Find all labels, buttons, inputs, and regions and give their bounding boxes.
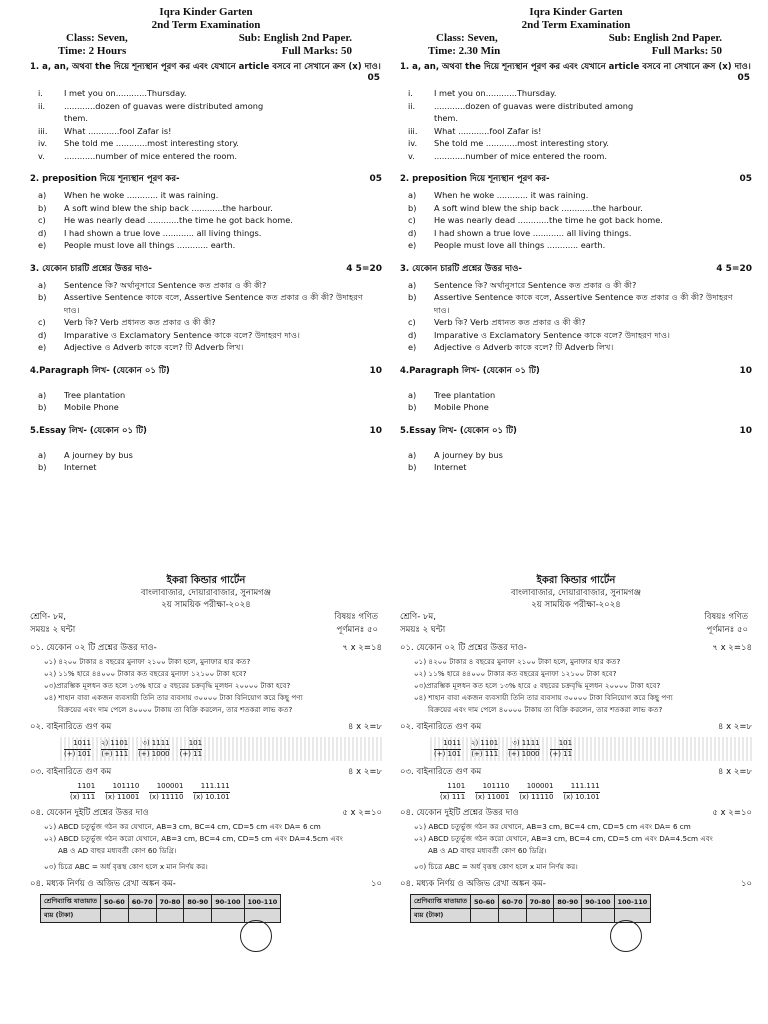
subject-label: Sub: English 2nd Paper. — [608, 32, 722, 44]
question-1-items — [414, 656, 752, 716]
table-row: ব্যয় (টাকা) — [411, 909, 651, 923]
question-1-title: 1. a, an, অথবা the দিয়ে শূন্যস্থান পূরণ কর এবং যেখানে article বসবে না সেখানে ক্রস (x) দাও। — [30, 62, 381, 72]
question-4-title: 4.Paragraph লিখ- (যেকোন ০১ টি) 10 — [30, 365, 382, 376]
list-item: them. — [434, 113, 459, 123]
list-item: b) Mobile Phone — [38, 402, 119, 412]
list-item: v. ............number of mice entered the room. — [38, 150, 237, 161]
question-5-items — [400, 449, 752, 474]
list-item: AB ও AD বাহুর মধ্যবর্তী কোণ 60 ডিগ্রি। — [428, 846, 547, 855]
subject-label: বিষয়ঃ গণিত — [334, 612, 378, 622]
class-label: শ্রেণি- ৮ম, — [400, 612, 436, 622]
list-item: a) Sentence কি? অর্থানুসারে Sentence কত প্রকার ও কী কী? — [38, 279, 267, 290]
list-item: ০২) ১১% হারে ৪৪০০০ টাকার কত বছরের মুনাফা ১২১০০ টাকা হবে? — [44, 669, 247, 678]
list-item: AB ও AD বাহুর মধ্যবর্তী কোণ 60 ডিগ্রি। — [58, 846, 177, 855]
question-2-title: 2. preposition দিয়ে শূন্যস্থান পূরণ কর- 05 — [30, 174, 382, 184]
binary-problems-row — [70, 782, 382, 802]
class-label: Class: Seven, — [436, 32, 498, 44]
math-paper-left — [30, 574, 382, 923]
list-item: a) Tree plantation — [38, 389, 126, 400]
list-item: ০৩) চিত্রে ABC = অর্ধ বৃত্তস্থ কোণ হলে x মান নির্ণয় কর। — [44, 862, 208, 871]
full-marks-label: পূর্ণমানঃ ৫০ — [336, 625, 378, 635]
question-5-items — [30, 449, 382, 474]
list-item: d) Imparative ও Exclamatory Sentence কাকে বলে? উদাহরণ দাও। — [38, 329, 300, 340]
binary-problem: 101 (+) 11 — [549, 739, 573, 758]
question-2-items — [400, 189, 752, 252]
question-1-marks: 05 — [367, 73, 380, 83]
list-item: a) When he woke ............ it was raining. — [38, 190, 219, 200]
question-4-title: 4.Paragraph লিখ- (যেকোন ০১ টি) 10 — [400, 365, 752, 376]
list-item: ০৩)প্রারম্ভিক মূলধন কত হলে ১৩% হারে ৫ বছরের চক্রবৃদ্ধি মূলধন ২০০০০ টাকা হবে? — [44, 681, 291, 690]
table-row: শ্রেণিব্যাপ্তি যাতায়াত 50-60 60-70 70-80 80-90 90-100 100-110 — [41, 895, 281, 909]
binary-problems-row — [430, 737, 752, 761]
question-3-items — [400, 279, 752, 354]
question-4-items — [30, 389, 382, 414]
table-row: ব্যয় (টাকা) — [41, 909, 281, 923]
list-item: e) Adjective ও Adverb কাকে বলে? টি Adverb লিখ। — [38, 342, 244, 352]
semicircle-figure-icon — [610, 920, 642, 952]
time-marks-row — [30, 45, 382, 58]
binary-problem: 100001 (x) 11110 — [149, 782, 184, 801]
question-5-title: 5.Essay লিখ- (যেকোন ০১ টি) 10 — [400, 425, 752, 436]
list-item: b) Assertive Sentence কাকে বলে, Assertive Sentence কত প্রকার ও কী কী? উদাহরণ — [408, 292, 733, 302]
list-item: b) Assertive Sentence কাকে বলে, Assertive Sentence কত প্রকার ও কী কী? উদাহরণ — [38, 292, 363, 302]
list-item: ০১) ৪২০০ টাকার ৪ বছরের মুনাফা ২১০০ টাকা হলে, মুনাফার হার কত? — [414, 657, 621, 666]
binary-problem: 101110 (x) 11001 — [105, 782, 140, 801]
list-item: v. ............number of mice entered the room. — [408, 150, 607, 161]
list-item: দাও। — [434, 304, 450, 315]
math-paper-right — [400, 574, 752, 923]
list-item: b) A soft wind blew the ship back ............the harbour. — [38, 202, 273, 213]
list-item: iii. What ............fool Zafar is! — [408, 125, 542, 136]
list-item: বিক্রয়ের এবং দাম পেলে ৪০০০০ টাকায় তা বিক্রি করলেন, তার শতকরা লাভ কত? — [58, 705, 293, 714]
binary-problem: 1101 (x) 111 — [70, 782, 96, 801]
question-3-title: ০৩. বাইনারিতে গুণ কম ৪ x ২=৮ — [400, 767, 752, 777]
class-label: Class: Seven, — [66, 32, 128, 44]
binary-problem: ২) 1101 (+) 111 — [470, 739, 499, 758]
question-5-title: ০৪. মধ্যক নির্ণয় ও অজিভ রেখা অঙ্কন কম- ১০ — [30, 879, 382, 889]
question-4-items — [414, 821, 752, 873]
question-4-items — [44, 821, 382, 873]
question-3-title: 3. যেকোন চারটি প্রশ্নের উত্তর দাও- 4 5=20 — [30, 263, 382, 274]
list-item: a) A journey by bus — [38, 449, 133, 460]
class-subject-row — [30, 32, 382, 45]
binary-problem: 100001 (x) 11110 — [519, 782, 554, 801]
binary-problem: 1101 (x) 111 — [440, 782, 466, 801]
question-1-title: 1. a, an, অথবা the দিয়ে শূন্যস্থান পূরণ কর এবং যেখানে article বসবে না সেখানে ক্রস (x) দাও। — [400, 62, 751, 72]
question-1-title: ০১. যেকোন ০২ টি প্রশ্নের উত্তর দাও- ৭ x ২=১৪ — [30, 643, 382, 653]
list-item: d) I had shown a true love ............ all living things. — [408, 227, 632, 238]
list-item: b) Internet — [38, 462, 97, 472]
list-item: ০২) ১১% হারে ৪৪০০০ টাকার কত বছরের মুনাফা ১২১০০ টাকা হবে? — [414, 669, 617, 678]
list-item: c) Verb কি? Verb প্রধানত কত প্রকার ও কী কী? — [38, 317, 216, 327]
question-2-title: ০২. বাইনারিতে গুণ কম ৪ x ২=৮ — [30, 722, 382, 732]
school-name: Iqra Kinder Garten — [159, 6, 253, 18]
list-item: বিক্রয়ের এবং দাম পেলে ৪০০০০ টাকায় তা বিক্রি করলেন, তার শতকরা লাভ কত? — [428, 705, 663, 714]
frequency-table — [40, 894, 281, 923]
list-item: a) When he woke ............ it was raining. — [408, 190, 589, 200]
list-item: iv. She told me ............most interesting story. — [38, 138, 240, 148]
full-marks-label: Full Marks: 50 — [651, 45, 722, 57]
binary-problem: ২) 1101 (+) 111 — [100, 739, 129, 758]
list-item: b) Internet — [408, 462, 467, 472]
english-paper-right — [400, 6, 752, 474]
list-item: ০৪) শাহান বাবা একজন ব্যবসায়ী তিনি তার ব্যবসায় ৩০০০০ টাকা বিনিয়োগ করে কিছু পণ্য — [414, 693, 673, 702]
binary-problem: ৩) 1111 (+) 1000 — [138, 739, 170, 758]
binary-problem: 101110 (x) 11001 — [475, 782, 510, 801]
list-item: a) Tree plantation — [408, 389, 496, 400]
time-label: Time: 2 Hours — [58, 45, 127, 57]
question-4-title: ০৪. যেকোন দুইটি প্রশ্নের উত্তর দাও ৫ x ২=১০ — [30, 808, 382, 818]
list-item: e) People must love all things ............ earth. — [408, 240, 606, 250]
question-2-title: ০২. বাইনারিতে গুণ কম ৪ x ২=৮ — [400, 722, 752, 732]
time-marks-row — [30, 624, 382, 637]
question-5-title: 5.Essay লিখ- (যেকোন ০১ টি) 10 — [30, 425, 382, 436]
list-item: iii. What ............fool Zafar is! — [38, 125, 172, 136]
binary-problems-row — [60, 737, 382, 761]
list-item: a) Sentence কি? অর্থানুসারে Sentence কত প্রকার ও কী কী? — [408, 279, 637, 290]
table-row: শ্রেণিব্যাপ্তি যাতায়াত 50-60 60-70 70-80 80-90 90-100 100-110 — [411, 895, 651, 909]
list-item: a) A journey by bus — [408, 449, 503, 460]
binary-problem: 111.111 (x) 10.101 — [193, 782, 230, 801]
question-2-items — [30, 189, 382, 252]
list-item: d) Imparative ও Exclamatory Sentence কাকে বলে? উদাহরণ দাও। — [408, 329, 670, 340]
list-item: ০২) ABCD চতুর্ভুজ গঠন করো যেখানে, AB=3 cm, BC=4 cm, CD=5 cm এবং DA=4.5cm এবং — [414, 834, 713, 843]
semicircle-figure-icon — [240, 920, 272, 952]
english-paper-left — [30, 6, 382, 474]
school-address: বাংলাবাজার, দোয়ারাবাজার, সুনামগঞ্জ — [140, 588, 272, 598]
list-item: c) He was nearly dead ............the time he got back home. — [38, 215, 293, 225]
class-subject-row — [400, 611, 752, 624]
list-item: them. — [64, 113, 89, 123]
time-label: সময়ঃ ২ ঘন্টা — [30, 625, 76, 635]
list-item: ০১) ABCD চতুর্ভুজ গঠন কর যেখানে, AB=3 cm, BC=4 cm, CD=5 cm এবং DA= 6 cm — [414, 822, 691, 831]
list-item: ০৩)প্রারম্ভিক মূলধন কত হলে ১৩% হারে ৫ বছরের চক্রবৃদ্ধি মূলধন ২০০০০ টাকা হবে? — [414, 681, 661, 690]
list-item: iv. She told me ............most interesting story. — [408, 138, 610, 148]
subject-label: Sub: English 2nd Paper. — [238, 32, 352, 44]
frequency-table — [410, 894, 651, 923]
list-item: ০২) ABCD চতুর্ভুজ গঠন করো যেখানে, AB=3 cm, BC=4 cm, CD=5 cm এবং DA=4.5cm এবং — [44, 834, 343, 843]
question-5-title: ০৪. মধ্যক নির্ণয় ও অজিভ রেখা অঙ্কন কম- ১০ — [400, 879, 752, 889]
question-4-items — [400, 389, 752, 414]
school-name: ইকরা কিন্ডার গার্টেন — [166, 575, 246, 586]
list-item: ০১) ABCD চতুর্ভুজ গঠন কর যেখানে, AB=3 cm, BC=4 cm, CD=5 cm এবং DA= 6 cm — [44, 822, 321, 831]
list-item: e) Adjective ও Adverb কাকে বলে? টি Adverb লিখ। — [408, 342, 614, 352]
list-item: c) He was nearly dead ............the time he got back home. — [408, 215, 663, 225]
question-1-items — [400, 87, 752, 162]
time-marks-row — [400, 624, 752, 637]
exam-title: 2nd Term Examination — [521, 19, 631, 31]
list-item: ০৪) শাহান বাবা একজন ব্যবসায়ী তিনি তার ব্যবসায় ৩০০০০ টাকা বিনিয়োগ করে কিছু পণ্য — [44, 693, 303, 702]
list-item: ii. ............dozen of guavas were distributed among — [38, 100, 264, 111]
list-item: ০১) ৪২০০ টাকার ৪ বছরের মুনাফা ২১০০ টাকা হলে, মুনাফার হার কত? — [44, 657, 251, 666]
question-1-title: ০১. যেকোন ০২ টি প্রশ্নের উত্তর দাও- ৭ x ২=১৪ — [400, 643, 752, 653]
list-item: i. I met you on............Thursday. — [408, 88, 557, 98]
school-address: বাংলাবাজার, দোয়ারাবাজার, সুনামগঞ্জ — [510, 588, 642, 598]
class-subject-row — [30, 611, 382, 624]
list-item: ০৩) চিত্রে ABC = অর্ধ বৃত্তস্থ কোণ হলে x মান নির্ণয় কর। — [414, 862, 578, 871]
binary-problem: 1011 (+) 101 — [64, 739, 91, 758]
time-label: সময়ঃ ২ ঘন্টা — [400, 625, 446, 635]
full-marks-label: পূর্ণমানঃ ৫০ — [706, 625, 748, 635]
list-item: b) Mobile Phone — [408, 402, 489, 412]
question-1-marks: 05 — [737, 73, 750, 83]
question-3-title: ০৩. বাইনারিতে গুণ কম ৪ x ২=৮ — [30, 767, 382, 777]
binary-problem: ৩) 1111 (+) 1000 — [508, 739, 540, 758]
exam-title: ২য় সাময়িক পরীক্ষা-২০২৪ — [161, 600, 251, 610]
time-label: Time: 2.30 Min — [428, 45, 501, 57]
question-1-items — [30, 87, 382, 162]
school-name: Iqra Kinder Garten — [529, 6, 623, 18]
binary-problem: 101 (+) 11 — [179, 739, 203, 758]
exam-title: 2nd Term Examination — [151, 19, 261, 31]
binary-problem: 1011 (+) 101 — [434, 739, 461, 758]
question-4-title: ০৪. যেকোন দুইটি প্রশ্নের উত্তর দাও ৫ x ২=১০ — [400, 808, 752, 818]
list-item: d) I had shown a true love ............ all living things. — [38, 227, 262, 238]
class-label: শ্রেণি- ৮ম, — [30, 612, 66, 622]
question-3-title: 3. যেকোন চারটি প্রশ্নের উত্তর দাও- 4 5=20 — [400, 263, 752, 274]
binary-problem: 111.111 (x) 10.101 — [563, 782, 600, 801]
list-item: e) People must love all things ............ earth. — [38, 240, 236, 250]
full-marks-label: Full Marks: 50 — [281, 45, 352, 57]
subject-label: বিষয়ঃ গণিত — [704, 612, 748, 622]
list-item: c) Verb কি? Verb প্রধানত কত প্রকার ও কী কী? — [408, 317, 586, 327]
binary-problems-row — [440, 782, 752, 802]
time-marks-row — [400, 45, 752, 58]
school-name: ইকরা কিন্ডার গার্টেন — [536, 575, 616, 586]
list-item: i. I met you on............Thursday. — [38, 88, 187, 98]
list-item: ii. ............dozen of guavas were distributed among — [408, 100, 634, 111]
list-item: দাও। — [64, 304, 80, 315]
list-item: b) A soft wind blew the ship back ............the harbour. — [408, 202, 643, 213]
question-3-items — [30, 279, 382, 354]
question-2-title: 2. preposition দিয়ে শূন্যস্থান পূরণ কর- 05 — [400, 174, 752, 184]
question-1-items — [44, 656, 382, 716]
exam-title: ২য় সাময়িক পরীক্ষা-২০২৪ — [531, 600, 621, 610]
class-subject-row — [400, 32, 752, 45]
